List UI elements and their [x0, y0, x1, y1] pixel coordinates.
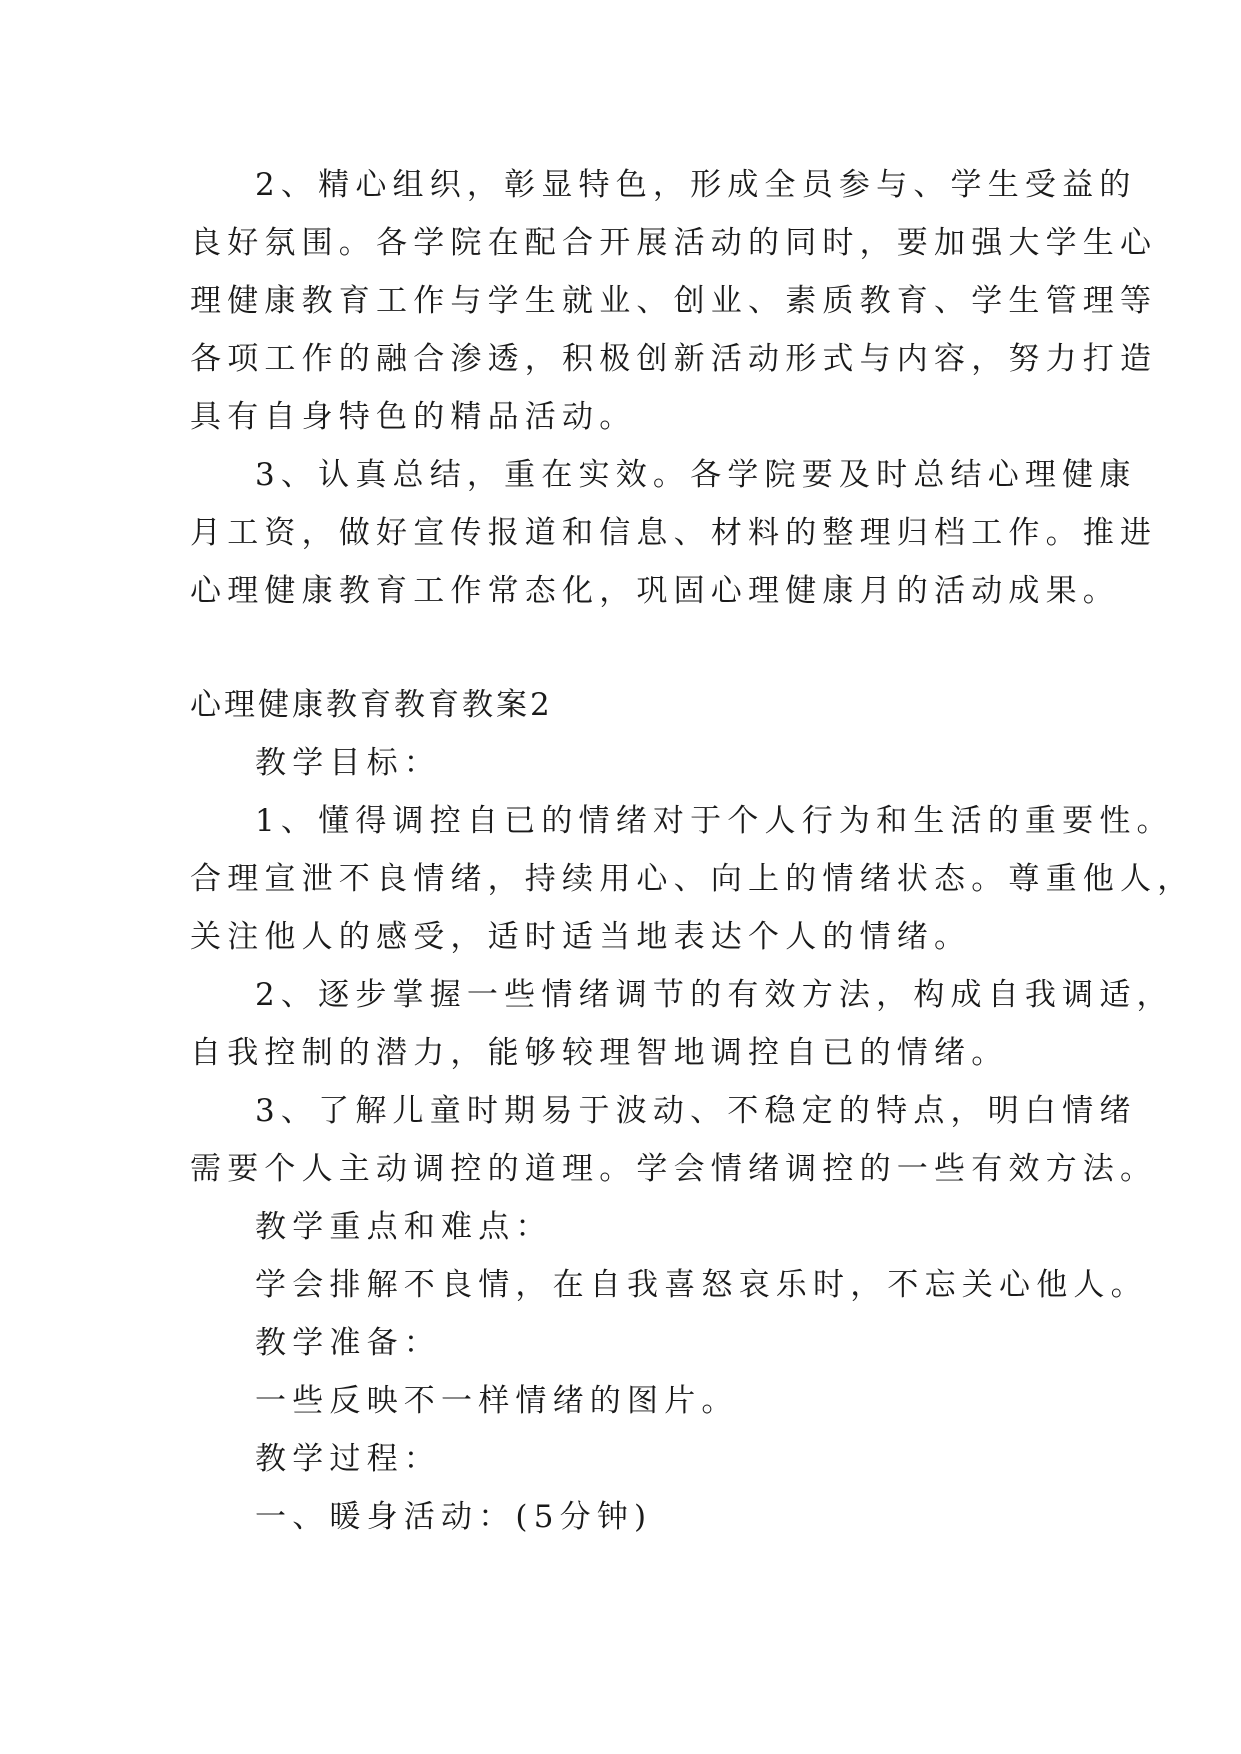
- paragraph-line: 需要个人主动调控的道理。学会情绪调控的一些有效方法。: [190, 1151, 1158, 1187]
- process-label: 教学过程：: [255, 1441, 441, 1477]
- process-step: 一、暖身活动：(5分钟): [255, 1499, 653, 1535]
- prep-label: 教学准备：: [255, 1325, 441, 1361]
- paragraph-line: 2、精心组织，彰显特色，形成全员参与、学生受益的: [255, 167, 1137, 203]
- paragraph-line: 具有自身特色的精品活动。: [190, 399, 637, 435]
- paragraph-line: 2、逐步掌握一些情绪调节的有效方法，构成自我调适，: [255, 977, 1174, 1013]
- section-title: 心理健康教育教育教案2: [190, 687, 553, 723]
- paragraph-line: 月工资，做好宣传报道和信息、材料的整理归档工作。推进: [190, 515, 1158, 551]
- paragraph-line: 合理宣泄不良情绪，持续用心、向上的情绪状态。尊重他人，: [190, 861, 1195, 897]
- paragraph-line: 关注他人的感受，适时适当地表达个人的情绪。: [190, 919, 972, 955]
- paragraph-line: 3、认真总结，重在实效。各学院要及时总结心理健康: [255, 457, 1137, 493]
- paragraph-line: 良好氛围。各学院在配合开展活动的同时，要加强大学生心: [190, 225, 1158, 261]
- goals-label: 教学目标：: [255, 745, 441, 781]
- paragraph-line: 1、懂得调控自已的情绪对于个人行为和生活的重要性。: [255, 803, 1174, 839]
- key-points-label: 教学重点和难点：: [255, 1209, 553, 1245]
- paragraph-line: 自我控制的潜力，能够较理智地调控自已的情绪。: [190, 1035, 1009, 1071]
- paragraph-line: 各项工作的融合渗透，积极创新活动形式与内容，努力打造: [190, 341, 1158, 377]
- key-points-text: 学会排解不良情，在自我喜怒哀乐时，不忘关心他人。: [255, 1267, 1148, 1303]
- paragraph-line: 理健康教育工作与学生就业、创业、素质教育、学生管理等: [190, 283, 1158, 319]
- paragraph-line: 3、了解儿童时期易于波动、不稳定的特点，明白情绪: [255, 1093, 1137, 1129]
- paragraph-line: 心理健康教育工作常态化，巩固心理健康月的活动成果。: [190, 573, 1120, 609]
- prep-text: 一些反映不一样情绪的图片。: [255, 1383, 739, 1419]
